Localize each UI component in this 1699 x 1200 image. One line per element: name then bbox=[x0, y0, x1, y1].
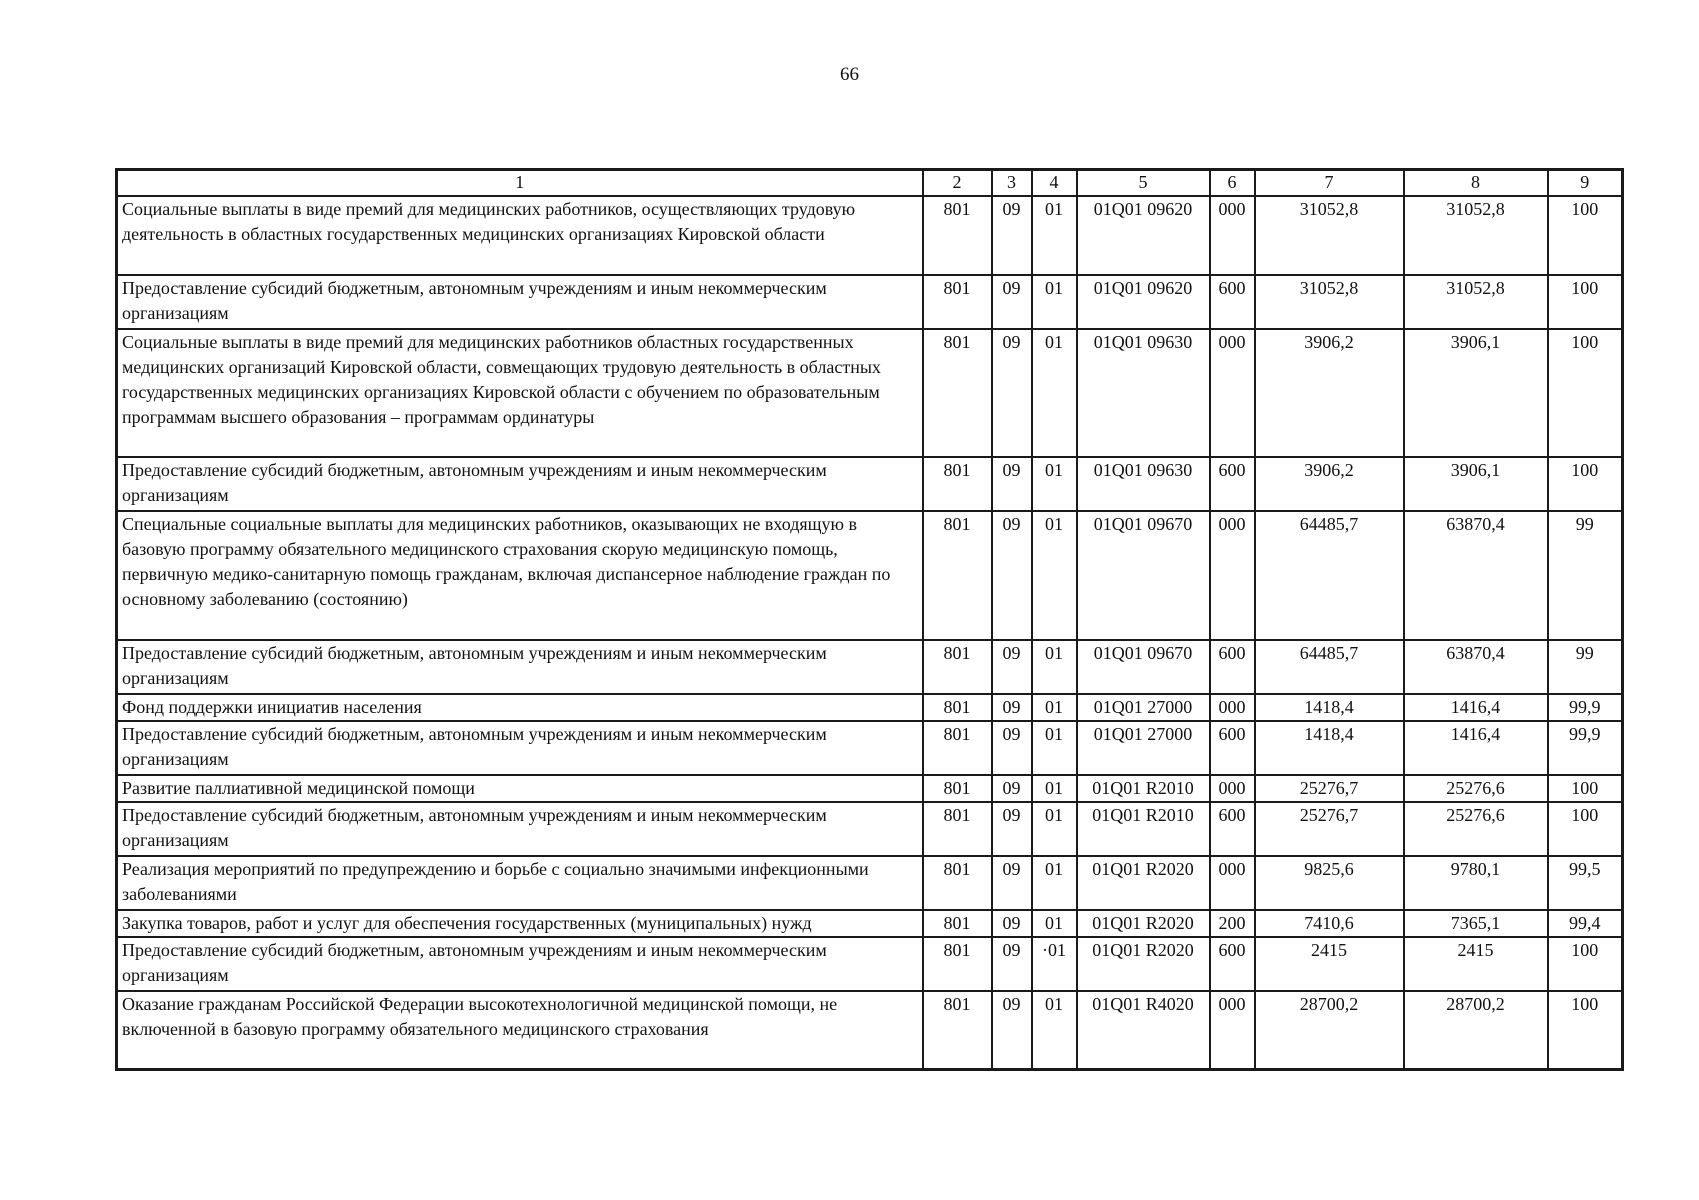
section-code: 09 bbox=[992, 802, 1032, 856]
section-code: 09 bbox=[992, 196, 1032, 275]
page-number: 66 bbox=[840, 64, 859, 85]
column-header: 9 bbox=[1548, 170, 1623, 197]
ministry-code: 801 bbox=[923, 457, 992, 511]
executed-amount: 1416,4 bbox=[1404, 694, 1548, 721]
executed-amount: 63870,4 bbox=[1404, 511, 1548, 640]
subsection-code: 01 bbox=[1032, 275, 1077, 329]
execution-percent: 99,9 bbox=[1548, 694, 1623, 721]
column-header: 3 bbox=[992, 170, 1032, 197]
subsection-code: 01 bbox=[1032, 640, 1077, 694]
row-description: Предоставление субсидий бюджетным, автономным учреждениям и иным некоммерческим организациям bbox=[117, 802, 923, 856]
execution-percent: 100 bbox=[1548, 275, 1623, 329]
table-row bbox=[117, 721, 1623, 775]
header-row bbox=[117, 170, 1623, 197]
row-description: Социальные выплаты в виде премий для медицинских работников, осуществляющих трудовую деятельность в областных государственных медицинских организациях Кировской области bbox=[117, 196, 923, 275]
section-code: 09 bbox=[992, 457, 1032, 511]
executed-amount: 9780,1 bbox=[1404, 856, 1548, 910]
target-article-code: 01Q01 R4020 bbox=[1077, 991, 1210, 1069]
budget-table bbox=[115, 168, 1624, 1071]
target-article-code: 01Q01 27000 bbox=[1077, 721, 1210, 775]
target-article-code: 01Q01 R2020 bbox=[1077, 937, 1210, 991]
execution-percent: 100 bbox=[1548, 937, 1623, 991]
planned-amount: 64485,7 bbox=[1255, 640, 1404, 694]
row-description: Специальные социальные выплаты для медицинских работников, оказывающих не входящую в базовую программу обязательного медицинского страхования скорую медицинскую помощь, первичную медико-санитарную помощь гражданам, включая диспансерное наблюдение граждан по основному заболеванию (состоянию) bbox=[117, 511, 923, 640]
expense-type-code: 000 bbox=[1210, 196, 1255, 275]
subsection-code: ·01 bbox=[1032, 937, 1077, 991]
ministry-code: 801 bbox=[923, 640, 992, 694]
row-description: Оказание гражданам Российской Федерации высокотехнологичной медицинской помощи, не включенной в базовую программу обязательного медицинского страхования bbox=[117, 991, 923, 1069]
execution-percent: 100 bbox=[1548, 991, 1623, 1069]
ministry-code: 801 bbox=[923, 910, 992, 937]
target-article-code: 01Q01 09620 bbox=[1077, 196, 1210, 275]
expense-type-code: 600 bbox=[1210, 721, 1255, 775]
execution-percent: 99,4 bbox=[1548, 910, 1623, 937]
executed-amount: 1416,4 bbox=[1404, 721, 1548, 775]
table-row bbox=[117, 329, 1623, 457]
table-row bbox=[117, 856, 1623, 910]
row-description: Социальные выплаты в виде премий для медицинских работников областных государственных медицинских организаций Кировской области, совмещающих трудовую деятельность в областных государственных медицинских организациях Кировской области с обучением по образовательным программам высшего образования – программам ординатуры bbox=[117, 329, 923, 457]
row-description: Развитие паллиативной медицинской помощи bbox=[117, 775, 923, 802]
target-article-code: 01Q01 27000 bbox=[1077, 694, 1210, 721]
column-header: 8 bbox=[1404, 170, 1548, 197]
executed-amount: 3906,1 bbox=[1404, 457, 1548, 511]
row-description: Предоставление субсидий бюджетным, автономным учреждениям и иным некоммерческим организациям bbox=[117, 640, 923, 694]
target-article-code: 01Q01 09630 bbox=[1077, 457, 1210, 511]
row-description: Предоставление субсидий бюджетным, автономным учреждениям и иным некоммерческим организациям bbox=[117, 275, 923, 329]
expense-type-code: 600 bbox=[1210, 802, 1255, 856]
execution-percent: 100 bbox=[1548, 775, 1623, 802]
ministry-code: 801 bbox=[923, 694, 992, 721]
execution-percent: 100 bbox=[1548, 329, 1623, 457]
planned-amount: 25276,7 bbox=[1255, 775, 1404, 802]
execution-percent: 100 bbox=[1548, 196, 1623, 275]
ministry-code: 801 bbox=[923, 991, 992, 1069]
subsection-code: 01 bbox=[1032, 694, 1077, 721]
ministry-code: 801 bbox=[923, 775, 992, 802]
expense-type-code: 000 bbox=[1210, 991, 1255, 1069]
execution-percent: 99,9 bbox=[1548, 721, 1623, 775]
ministry-code: 801 bbox=[923, 275, 992, 329]
subsection-code: 01 bbox=[1032, 457, 1077, 511]
ministry-code: 801 bbox=[923, 856, 992, 910]
column-header: 5 bbox=[1077, 170, 1210, 197]
section-code: 09 bbox=[992, 991, 1032, 1069]
section-code: 09 bbox=[992, 694, 1032, 721]
subsection-code: 01 bbox=[1032, 910, 1077, 937]
planned-amount: 3906,2 bbox=[1255, 457, 1404, 511]
expense-type-code: 000 bbox=[1210, 694, 1255, 721]
expense-type-code: 200 bbox=[1210, 910, 1255, 937]
expense-type-code: 600 bbox=[1210, 275, 1255, 329]
section-code: 09 bbox=[992, 721, 1032, 775]
executed-amount: 2415 bbox=[1404, 937, 1548, 991]
table-row bbox=[117, 802, 1623, 856]
execution-percent: 100 bbox=[1548, 457, 1623, 511]
executed-amount: 31052,8 bbox=[1404, 275, 1548, 329]
table-row bbox=[117, 991, 1623, 1069]
execution-percent: 99,5 bbox=[1548, 856, 1623, 910]
expense-type-code: 000 bbox=[1210, 511, 1255, 640]
executed-amount: 25276,6 bbox=[1404, 775, 1548, 802]
expense-type-code: 000 bbox=[1210, 329, 1255, 457]
subsection-code: 01 bbox=[1032, 775, 1077, 802]
table-row bbox=[117, 457, 1623, 511]
row-description: Предоставление субсидий бюджетным, автономным учреждениям и иным некоммерческим организациям bbox=[117, 457, 923, 511]
subsection-code: 01 bbox=[1032, 329, 1077, 457]
table-row bbox=[117, 937, 1623, 991]
planned-amount: 25276,7 bbox=[1255, 802, 1404, 856]
row-description: Предоставление субсидий бюджетным, автономным учреждениям и иным некоммерческим организациям bbox=[117, 937, 923, 991]
subsection-code: 01 bbox=[1032, 511, 1077, 640]
ministry-code: 801 bbox=[923, 511, 992, 640]
section-code: 09 bbox=[992, 511, 1032, 640]
executed-amount: 25276,6 bbox=[1404, 802, 1548, 856]
table-row bbox=[117, 640, 1623, 694]
target-article-code: 01Q01 09670 bbox=[1077, 511, 1210, 640]
subsection-code: 01 bbox=[1032, 802, 1077, 856]
ministry-code: 801 bbox=[923, 937, 992, 991]
target-article-code: 01Q01 R2020 bbox=[1077, 910, 1210, 937]
section-code: 09 bbox=[992, 937, 1032, 991]
planned-amount: 9825,6 bbox=[1255, 856, 1404, 910]
executed-amount: 7365,1 bbox=[1404, 910, 1548, 937]
table-row bbox=[117, 196, 1623, 275]
row-description: Закупка товаров, работ и услуг для обеспечения государственных (муниципальных) нужд bbox=[117, 910, 923, 937]
table-row bbox=[117, 275, 1623, 329]
row-description: Реализация мероприятий по предупреждению и борьбе с социально значимыми инфекционными заболеваниями bbox=[117, 856, 923, 910]
row-description: Предоставление субсидий бюджетным, автономным учреждениям и иным некоммерческим организациям bbox=[117, 721, 923, 775]
planned-amount: 3906,2 bbox=[1255, 329, 1404, 457]
target-article-code: 01Q01 09620 bbox=[1077, 275, 1210, 329]
executed-amount: 28700,2 bbox=[1404, 991, 1548, 1069]
table-row bbox=[117, 694, 1623, 721]
execution-percent: 99 bbox=[1548, 511, 1623, 640]
row-description: Фонд поддержки инициатив населения bbox=[117, 694, 923, 721]
expense-type-code: 000 bbox=[1210, 775, 1255, 802]
expense-type-code: 600 bbox=[1210, 937, 1255, 991]
expense-type-code: 600 bbox=[1210, 640, 1255, 694]
table-row bbox=[117, 910, 1623, 937]
target-article-code: 01Q01 R2010 bbox=[1077, 802, 1210, 856]
column-header: 1 bbox=[117, 170, 923, 197]
ministry-code: 801 bbox=[923, 329, 992, 457]
executed-amount: 31052,8 bbox=[1404, 196, 1548, 275]
column-header: 4 bbox=[1032, 170, 1077, 197]
section-code: 09 bbox=[992, 640, 1032, 694]
subsection-code: 01 bbox=[1032, 856, 1077, 910]
planned-amount: 1418,4 bbox=[1255, 721, 1404, 775]
planned-amount: 7410,6 bbox=[1255, 910, 1404, 937]
target-article-code: 01Q01 09630 bbox=[1077, 329, 1210, 457]
section-code: 09 bbox=[992, 910, 1032, 937]
subsection-code: 01 bbox=[1032, 721, 1077, 775]
execution-percent: 99 bbox=[1548, 640, 1623, 694]
section-code: 09 bbox=[992, 775, 1032, 802]
section-code: 09 bbox=[992, 275, 1032, 329]
target-article-code: 01Q01 09670 bbox=[1077, 640, 1210, 694]
planned-amount: 31052,8 bbox=[1255, 196, 1404, 275]
table-row bbox=[117, 775, 1623, 802]
column-header: 6 bbox=[1210, 170, 1255, 197]
subsection-code: 01 bbox=[1032, 196, 1077, 275]
executed-amount: 63870,4 bbox=[1404, 640, 1548, 694]
ministry-code: 801 bbox=[923, 802, 992, 856]
column-header: 2 bbox=[923, 170, 992, 197]
planned-amount: 64485,7 bbox=[1255, 511, 1404, 640]
planned-amount: 1418,4 bbox=[1255, 694, 1404, 721]
column-header: 7 bbox=[1255, 170, 1404, 197]
planned-amount: 31052,8 bbox=[1255, 275, 1404, 329]
ministry-code: 801 bbox=[923, 196, 992, 275]
execution-percent: 100 bbox=[1548, 802, 1623, 856]
table-row bbox=[117, 511, 1623, 640]
planned-amount: 28700,2 bbox=[1255, 991, 1404, 1069]
target-article-code: 01Q01 R2010 bbox=[1077, 775, 1210, 802]
expense-type-code: 600 bbox=[1210, 457, 1255, 511]
section-code: 09 bbox=[992, 329, 1032, 457]
target-article-code: 01Q01 R2020 bbox=[1077, 856, 1210, 910]
section-code: 09 bbox=[992, 856, 1032, 910]
subsection-code: 01 bbox=[1032, 991, 1077, 1069]
planned-amount: 2415 bbox=[1255, 937, 1404, 991]
expense-type-code: 000 bbox=[1210, 856, 1255, 910]
ministry-code: 801 bbox=[923, 721, 992, 775]
executed-amount: 3906,1 bbox=[1404, 329, 1548, 457]
